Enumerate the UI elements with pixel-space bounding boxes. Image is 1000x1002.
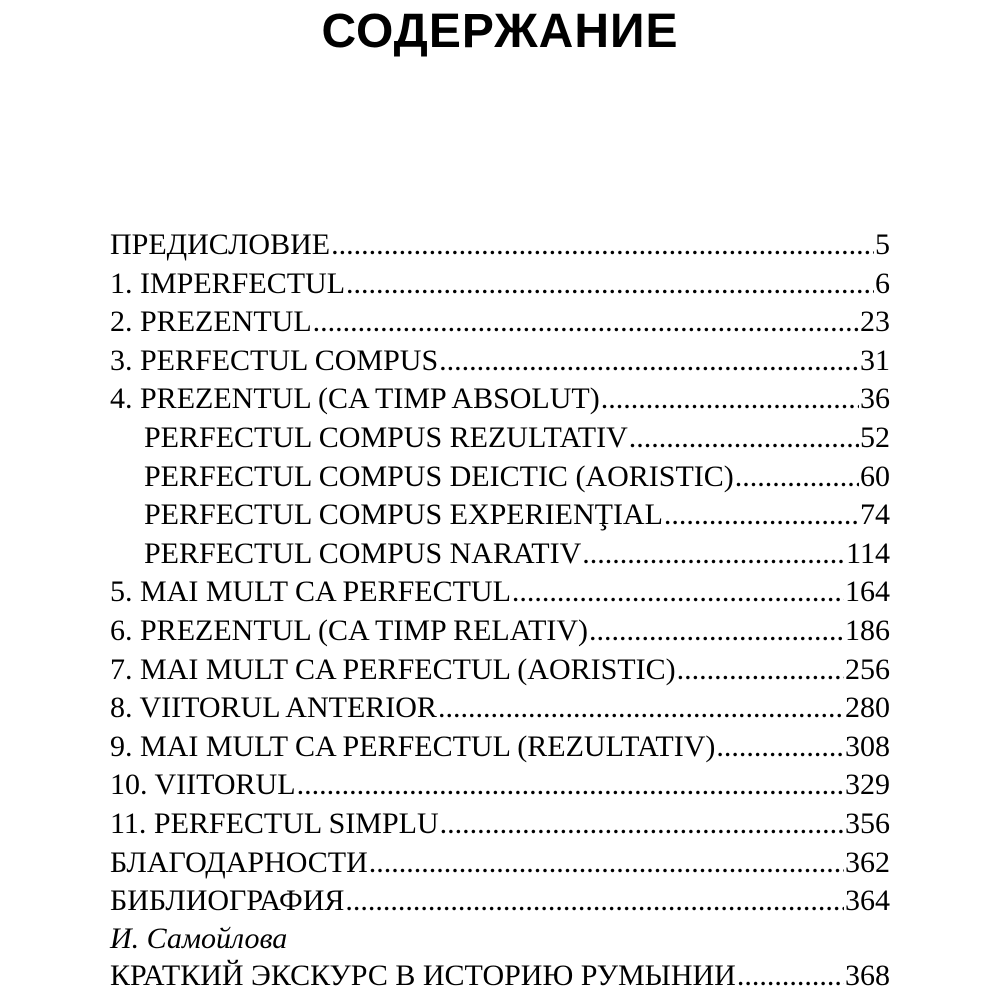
toc-entry-label: ПРЕДИСЛОВИЕ xyxy=(110,228,331,261)
toc-entry-label: КРАТКИЙ ЭКСКУРС В ИСТОРИЮ РУМЫНИИ xyxy=(110,958,736,992)
toc-leader-dots xyxy=(345,882,844,921)
toc-entry-prezentul-absolut xyxy=(110,380,890,419)
toc-entry-page: 329 xyxy=(845,768,890,802)
toc-leader-dots xyxy=(716,728,844,767)
toc-entry-page: 31 xyxy=(860,343,890,377)
toc-entry-label: PERFECTUL COMPUS EXPERIENŢIAL xyxy=(144,498,663,532)
toc-leader-dots xyxy=(737,957,844,996)
toc-entry-viitorul xyxy=(110,766,890,805)
toc-entry-acknowledgements xyxy=(110,844,890,883)
toc-leader-dots xyxy=(369,844,844,883)
toc-entry-prezentul xyxy=(110,303,890,342)
toc-entry-page: 356 xyxy=(845,806,890,840)
toc-leader-dots xyxy=(438,689,844,728)
toc-entry-label: 5. MAI MULT CA PERFECTUL xyxy=(110,575,511,609)
toc-entry-perfectul-compus xyxy=(110,342,890,381)
toc-entry-label: 11. PERFECTUL SIMPLU xyxy=(110,806,439,840)
toc-entry-mmcp-rezultativ xyxy=(110,728,890,767)
toc-entry-label: 10. VIITORUL xyxy=(110,768,296,802)
toc-leader-dots xyxy=(735,458,859,497)
toc-subentry-deictic xyxy=(110,458,890,497)
toc-entry-mai-mult-ca-perfectul xyxy=(110,573,890,612)
toc-subentry-experiential xyxy=(110,496,890,535)
toc-entry-page: 280 xyxy=(845,691,890,725)
toc-leader-dots xyxy=(313,303,859,342)
toc-entry-label: БЛАГОДАРНОСТИ xyxy=(110,845,368,879)
toc-entry-label: PERFECTUL COMPUS REZULTATIV xyxy=(144,420,628,454)
toc-entry-label: 3. PERFECTUL COMPUS xyxy=(110,343,439,377)
toc-entry-label: 9. MAI MULT CA PERFECTUL (REZULTATIV) xyxy=(110,729,716,763)
toc-entry-perfectul-simplu xyxy=(110,805,890,844)
toc-leader-dots xyxy=(589,612,844,651)
toc-entry-page: 186 xyxy=(845,613,890,647)
toc-leader-dots xyxy=(439,342,859,381)
toc-entry-label: 4. PREZENTUL (CA TIMP ABSOLUT) xyxy=(110,382,600,416)
toc-leader-dots xyxy=(346,265,874,304)
toc-entry-label: 2. PREZENTUL xyxy=(110,305,312,339)
toc-entry-label: PERFECTUL COMPUS DEICTIC (AORISTIC) xyxy=(144,459,734,493)
toc-leader-dots xyxy=(512,573,844,612)
toc-leader-dots xyxy=(664,496,859,535)
toc-entry-page: 60 xyxy=(860,459,890,493)
toc-author-name: И. Самойлова xyxy=(110,921,288,955)
toc-leader-dots xyxy=(629,419,859,458)
toc-entry-label: 1. IMPERFECTUL xyxy=(110,266,346,300)
toc-entry-imperfectul xyxy=(110,265,890,304)
toc-entry-page: 364 xyxy=(845,884,890,918)
toc-entry-page: 52 xyxy=(860,420,890,454)
toc-entry-viitorul-anterior xyxy=(110,689,890,728)
toc-leader-dots xyxy=(331,226,874,265)
toc-entry-mmcp-aoristic xyxy=(110,651,890,690)
toc-entry-page: 5 xyxy=(875,228,890,261)
toc-entry-romania-history xyxy=(110,957,890,996)
toc-leader-dots xyxy=(582,535,845,574)
toc-entry-prezentul-relativ xyxy=(110,612,890,651)
toc-entry-page: 74 xyxy=(860,498,890,532)
toc-leader-dots xyxy=(601,380,859,419)
toc-entry-page: 368 xyxy=(845,958,890,992)
toc-entry-preface xyxy=(110,226,890,265)
toc-entry-page: 6 xyxy=(875,266,890,300)
toc-entry-page: 256 xyxy=(845,652,890,686)
toc-entry-label: 6. PREZENTUL (CA TIMP RELATIV) xyxy=(110,613,589,647)
toc-entry-label: БИБЛИОГРАФИЯ xyxy=(110,884,345,918)
toc-entry-page: 164 xyxy=(845,575,890,609)
toc-entry-page: 362 xyxy=(845,845,890,879)
toc-entry-page: 308 xyxy=(845,729,890,763)
toc-subentry-rezultativ xyxy=(110,419,890,458)
toc-subentry-narativ xyxy=(110,535,890,574)
page-title: СОДЕРЖАНИЕ xyxy=(321,5,679,58)
toc-entry-label: 7. MAI MULT CA PERFECTUL (AORISTIC) xyxy=(110,652,676,686)
toc-entry-label: 8. VIITORUL ANTERIOR xyxy=(110,691,437,725)
toc-leader-dots xyxy=(440,805,844,844)
table-of-contents xyxy=(110,226,890,995)
toc-entry-bibliography xyxy=(110,882,890,921)
toc-entry-page: 114 xyxy=(846,536,890,570)
toc-leader-dots xyxy=(297,766,844,805)
toc-entry-page: 36 xyxy=(860,382,890,416)
toc-entry-label: PERFECTUL COMPUS NARATIV xyxy=(144,536,582,570)
toc-entry-page: 23 xyxy=(860,305,890,339)
toc-leader-dots xyxy=(677,651,844,690)
